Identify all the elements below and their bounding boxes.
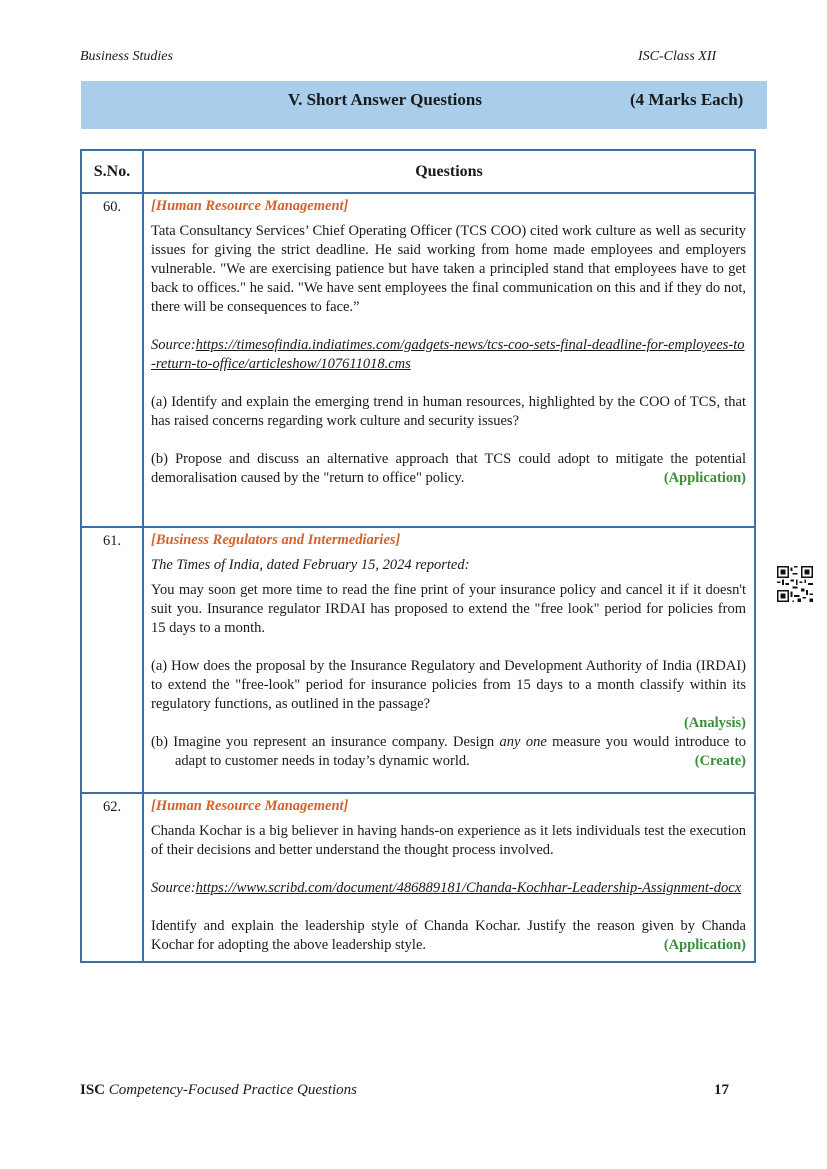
question-part-b: [151, 450, 746, 488]
question-number: 62.: [81, 793, 143, 962]
question-part-b: [151, 733, 746, 771]
section-marks: (4 Marks Each): [630, 90, 744, 109]
table-row: [81, 793, 755, 962]
question-cell: [143, 527, 755, 793]
question-part-b-emphasis: any one: [499, 734, 547, 750]
column-header-sno: S.No.: [81, 150, 143, 193]
qr-code-icon[interactable]: [777, 566, 813, 602]
column-header-questions: Questions: [143, 150, 755, 193]
cognitive-level-tag: (Analysis): [683, 715, 746, 731]
footer-title: [80, 1082, 357, 1099]
question-part-b-pre: (b) Imagine you represent an insurance company. Design: [151, 734, 500, 750]
source-citation: [151, 336, 746, 374]
footer-title-text: Competency-Focused Practice Questions: [105, 1082, 358, 1098]
table-row: [81, 527, 755, 793]
table-header-row: [81, 150, 755, 193]
question-part-a: (a) Identify and explain the emerging trend in human resources, highlighted by the COO of TCS, that has raised concerns regarding work culture and security issues?: [151, 394, 746, 429]
question-topic: [Human Resource Management]: [151, 198, 349, 214]
source-link[interactable]: https://timesofindia.indiatimes.com/gadgets-news/tcs-coo-sets-final-deadline-for-employees-to-return-to-office/articleshow/107611018.cms: [151, 337, 745, 372]
question-prompt: [151, 917, 746, 955]
source-link[interactable]: https://www.scribd.com/document/486889181/Chanda-Kochhar-Leadership-Assignment-docx: [195, 880, 742, 896]
question-part-a: (a) How does the proposal by the Insurance Regulatory and Development Authority of India (IRDAI) to extend the "free-look" period for insurance policies from 15 days to a month classify within its regulatory functions, as outlined in the passage?: [151, 658, 746, 712]
page-number: 17: [714, 1082, 729, 1098]
footer-brand: ISC: [80, 1082, 106, 1098]
header-class: ISC-Class XII: [638, 49, 717, 64]
question-part-b-text: (b) Propose and discuss an alternative approach that TCS could adopt to mitigate the potential demoralisation caused by the "return to office" policy.: [151, 451, 746, 486]
question-topic: [Human Resource Management]: [151, 798, 349, 814]
section-title: V. Short Answer Questions: [288, 90, 482, 109]
source-label: Source:: [151, 880, 196, 896]
source-label: Source:: [151, 337, 196, 353]
cognitive-level-tag: (Application): [663, 470, 746, 486]
cognitive-level-tag: (Create): [694, 753, 746, 769]
question-number: 61.: [81, 527, 143, 793]
question-passage: You may soon get more time to read the fine print of your insurance policy and cancel it if it doesn't suit you. Insurance regulator IRDAI has proposed to extend the "free look" period for policies from 15 days to a month.: [151, 582, 746, 636]
question-part-b-post: measure you would introduce to adapt to customer needs in today’s dynamic world.: [175, 734, 747, 769]
question-passage: Chanda Kochar is a big believer in having hands-on experience as it lets individuals test the execution of their decisions and better understand the thought process involved.: [151, 823, 746, 858]
question-prompt-text: Identify and explain the leadership style of Chanda Kochar. Justify the reason given by Chanda Kochar for adopting the above leadership style.: [151, 918, 746, 953]
question-intro: The Times of India, dated February 15, 2024 reported:: [151, 557, 470, 573]
questions-table: [80, 149, 756, 963]
question-cell: [143, 193, 755, 527]
question-number: 60.: [81, 193, 143, 527]
header-subject: Business Studies: [80, 49, 173, 64]
cognitive-level-tag: (Application): [663, 937, 746, 953]
question-cell: [143, 793, 755, 962]
table-row: [81, 193, 755, 527]
question-passage: Tata Consultancy Services’ Chief Operating Officer (TCS COO) cited work culture as well as security issues for giving the strict deadline. He said working from home made employees and employers vulnerable. "We are exercising patience but have taken a principled stand that employees have to get back to offices." he said. "We have sent employees the final communication on this and if they do not, there will be consequences to face.”: [151, 223, 746, 315]
source-citation: [151, 879, 746, 898]
question-topic: [Business Regulators and Intermediaries]: [151, 532, 401, 548]
